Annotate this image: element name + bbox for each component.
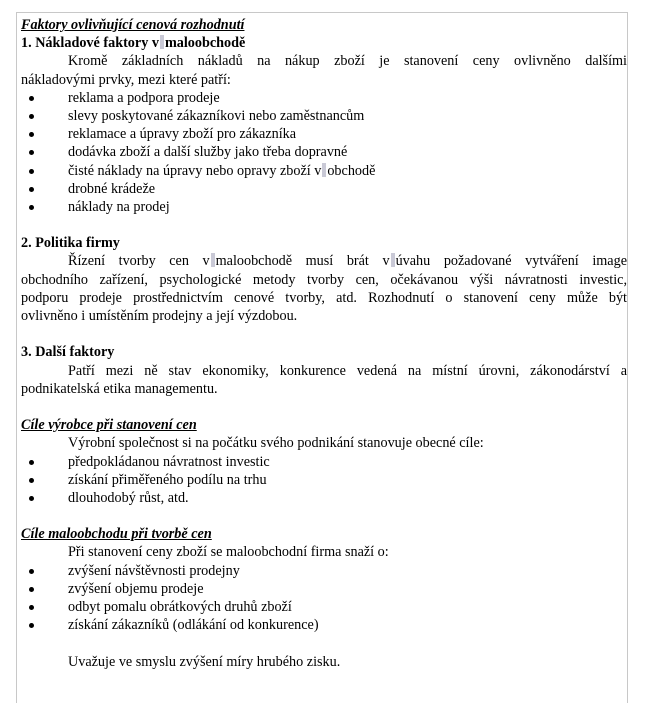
section-4-intro: Výrobní společnost si na počátku svého podnikání stanovuje obecné cíle: (68, 435, 484, 452)
document-content (21, 16, 627, 671)
text-marker (391, 253, 395, 267)
section-2-paragraph-line: ovlivněno i umístěním prodejny a její výzdobou. (21, 308, 298, 324)
bullet-icon (29, 132, 34, 137)
bullet-icon (29, 605, 34, 610)
bullet-icon (29, 187, 34, 192)
bullet-icon (29, 478, 34, 483)
section-2-paragraph-line: obchodního zařízení, psychologické metody tvorby cen, očekávanou výši návratnosti investic, (21, 271, 627, 288)
list-item: získání přiměřeného podílu na trhu (21, 471, 627, 489)
section-1-heading: 1. Nákladové faktory v maloobchodě (21, 35, 246, 52)
spacer (21, 398, 627, 416)
section-2-paragraph-line: podporu prodeje prostřednictvím cenové tvorby, atd. Rozhodnutí o stanovení ceny může být (21, 289, 627, 306)
section-3-paragraph-line: Patří mezi ně stav ekonomiky, konkurence vedená na místní úrovni, zákonodárství a (68, 362, 627, 379)
section-3-heading: 3. Další faktory (21, 344, 115, 361)
list-item: zvýšení návštěvnosti prodejny (21, 562, 627, 580)
bullet-icon (29, 569, 34, 574)
section-1-paragraph-line: nákladovými prvky, mezi které patří: (21, 71, 231, 88)
list-item: náklady na prodej (21, 198, 627, 216)
list-item: získání zákazníků (odlákání od konkurence) (21, 616, 627, 634)
bullet-icon (29, 96, 34, 101)
list-item: čisté náklady na úpravy nebo opravy zboží v obchodě (21, 162, 627, 180)
bullet-icon (29, 460, 34, 465)
document-title: Faktory ovlivňující cenová rozhodnutí (21, 17, 245, 33)
bullet-icon (29, 623, 34, 628)
section-2-paragraph-line: Řízení tvorby cen v maloobchodě musí brát v úvahu požadované vytváření image (68, 253, 627, 270)
section-2-heading: 2. Politika firmy (21, 235, 120, 252)
list-item: předpokládanou návratnost investic (21, 453, 627, 471)
spacer (21, 634, 627, 652)
section-4-list (21, 453, 627, 508)
bullet-icon (29, 587, 34, 592)
spacer (21, 507, 627, 525)
bullet-icon (29, 114, 34, 119)
section-1-paragraph-line: Kromě základních nákladů na nákup zboží je stanovení ceny ovlivněno dalšími (68, 53, 627, 70)
spacer (21, 325, 627, 343)
section-1-list (21, 89, 627, 216)
section-5-heading: Cíle maloobchodu při tvorbě cen (21, 526, 212, 543)
list-item: slevy poskytované zákazníkovi nebo zaměstnancům (21, 107, 627, 125)
section-5-intro: Při stanovení ceny zboží se maloobchodní firma snaží o: (68, 544, 389, 561)
list-item: odbyt pomalu obrátkových druhů zboží (21, 598, 627, 616)
bullet-icon (29, 496, 34, 501)
section-4-heading: Cíle výrobce při stanovení cen (21, 417, 197, 434)
list-item: reklamace a úpravy zboží pro zákazníka (21, 125, 627, 143)
list-item: dodávka zboží a další služby jako třeba dopravné (21, 143, 627, 161)
text-marker (211, 253, 215, 267)
bullet-icon (29, 169, 34, 174)
text-marker (322, 163, 326, 177)
text-marker (160, 35, 164, 49)
section-5-list (21, 562, 627, 635)
list-item: reklama a podpora prodeje (21, 89, 627, 107)
list-item: zvýšení objemu prodeje (21, 580, 627, 598)
bullet-icon (29, 150, 34, 155)
spacer (21, 216, 627, 234)
section-3-paragraph-line: podnikatelská etika managementu. (21, 380, 218, 397)
list-item: dlouhodobý růst, atd. (21, 489, 627, 507)
bullet-icon (29, 205, 34, 210)
list-item: drobné krádeže (21, 180, 627, 198)
section-5-closing: Uvažuje ve smyslu zvýšení míry hrubého zisku. (68, 653, 341, 670)
